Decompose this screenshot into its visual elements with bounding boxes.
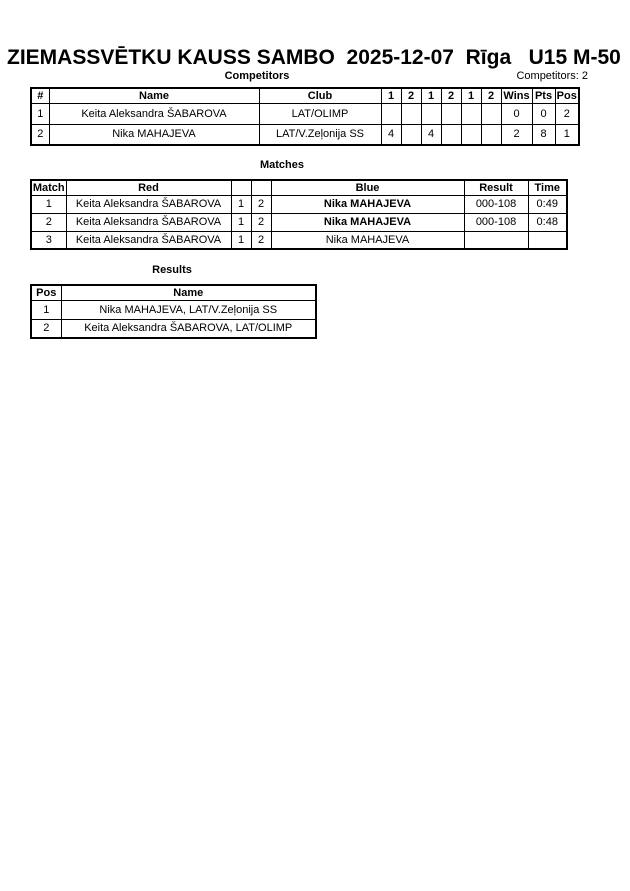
col-header-name: Name xyxy=(49,88,259,103)
score-cell xyxy=(441,124,461,145)
score-cell xyxy=(481,124,501,145)
blue-corner-number: 2 xyxy=(251,213,271,231)
score-cell xyxy=(461,124,481,145)
matches-header-row xyxy=(31,180,567,195)
competitors-count: Competitors: 2 xyxy=(516,70,588,82)
col-header-pos: Pos xyxy=(555,88,579,103)
competitor-name: Nika MAHAJEVA xyxy=(49,124,259,145)
col-header-pos: Pos xyxy=(31,285,61,300)
competitor-club: LAT/OLIMP xyxy=(259,103,381,124)
col-header-spacer xyxy=(251,180,271,195)
col-header-round-3: 1 xyxy=(421,88,441,103)
col-header-round-4: 2 xyxy=(441,88,461,103)
col-header-spacer xyxy=(231,180,251,195)
match-result: 000-108 xyxy=(464,195,528,213)
competitor-row xyxy=(31,124,579,145)
match-number: 3 xyxy=(31,231,66,249)
match-result xyxy=(464,231,528,249)
match-result: 000-108 xyxy=(464,213,528,231)
col-header-match: Match xyxy=(32,181,65,194)
competitor-wins: 2 xyxy=(501,124,532,145)
score-cell xyxy=(481,103,501,124)
col-header-red: Red xyxy=(66,180,231,195)
competitor-pos: 1 xyxy=(555,124,579,145)
match-row xyxy=(31,195,567,213)
score-cell xyxy=(401,124,421,145)
match-row xyxy=(31,231,567,249)
competitor-wins: 0 xyxy=(501,103,532,124)
red-corner-number: 1 xyxy=(231,231,251,249)
score-cell xyxy=(441,103,461,124)
col-header-blue: Blue xyxy=(271,180,464,195)
col-header-num: # xyxy=(31,88,49,103)
col-header-result: Result xyxy=(464,180,528,195)
match-time: 0:48 xyxy=(528,213,567,231)
results-table xyxy=(30,284,317,339)
match-time xyxy=(528,231,567,249)
col-header-pts: Pts xyxy=(532,88,555,103)
results-header-row xyxy=(31,285,316,300)
match-number: 1 xyxy=(31,195,66,213)
result-row xyxy=(31,300,316,319)
results-heading: Results xyxy=(152,264,192,276)
competitor-club: LAT/V.Zeļonija SS xyxy=(259,124,381,145)
matches-heading: Matches xyxy=(259,159,305,171)
match-time: 0:49 xyxy=(528,195,567,213)
match-row xyxy=(31,213,567,231)
red-fighter-name: Keita Aleksandra ŠABAROVA xyxy=(66,231,231,249)
match-number: 2 xyxy=(31,213,66,231)
col-header-time: Time xyxy=(528,180,567,195)
result-pos: 1 xyxy=(31,300,61,319)
col-header-round-1: 1 xyxy=(381,88,401,103)
col-header-round-6: 2 xyxy=(481,88,501,103)
competitor-pts: 8 xyxy=(532,124,555,145)
competitors-header-row xyxy=(31,88,579,103)
competitors-table xyxy=(30,87,580,146)
blue-fighter-name: Nika MAHAJEVA xyxy=(271,213,464,231)
col-header-club: Club xyxy=(259,88,381,103)
competitor-name: Keita Aleksandra ŠABAROVA xyxy=(49,103,259,124)
matches-table xyxy=(30,179,568,250)
page-title: ZIEMASSVĒTKU KAUSS SAMBO 2025-12-07 Rīga U15 M-50 xyxy=(7,46,621,69)
score-cell: 4 xyxy=(381,124,401,145)
col-header-round-5: 1 xyxy=(461,88,481,103)
blue-corner-number: 2 xyxy=(251,231,271,249)
col-header-round-2: 2 xyxy=(401,88,421,103)
competitor-pts: 0 xyxy=(532,103,555,124)
competitors-heading: Competitors xyxy=(224,70,290,82)
score-cell xyxy=(461,103,481,124)
red-fighter-name: Keita Aleksandra ŠABAROVA xyxy=(66,213,231,231)
result-row xyxy=(31,319,316,338)
red-corner-number: 1 xyxy=(231,213,251,231)
competitor-pos: 2 xyxy=(555,103,579,124)
score-cell: 4 xyxy=(421,124,441,145)
red-corner-number: 1 xyxy=(231,195,251,213)
blue-fighter-name: Nika MAHAJEVA xyxy=(271,231,464,249)
competitor-row xyxy=(31,103,579,124)
score-cell xyxy=(381,103,401,124)
competitor-num: 1 xyxy=(31,103,49,124)
competitor-num: 2 xyxy=(31,124,49,145)
score-cell xyxy=(421,103,441,124)
result-name: Nika MAHAJEVA, LAT/V.Zeļonija SS xyxy=(61,300,316,319)
blue-fighter-name: Nika MAHAJEVA xyxy=(271,195,464,213)
blue-corner-number: 2 xyxy=(251,195,271,213)
score-cell xyxy=(401,103,421,124)
result-name: Keita Aleksandra ŠABAROVA, LAT/OLIMP xyxy=(61,319,316,338)
col-header-wins: Wins xyxy=(501,88,532,103)
result-pos: 2 xyxy=(31,319,61,338)
col-header-name: Name xyxy=(61,285,316,300)
red-fighter-name: Keita Aleksandra ŠABAROVA xyxy=(66,195,231,213)
